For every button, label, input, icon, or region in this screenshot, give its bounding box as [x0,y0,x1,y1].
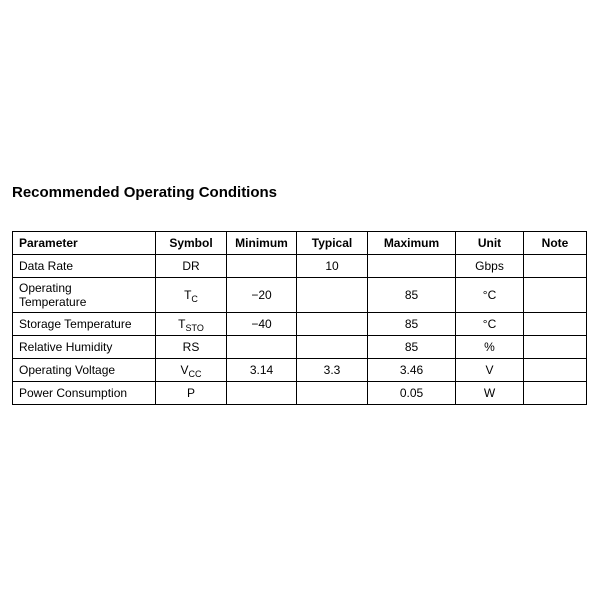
symbol-main: RS [182,340,200,354]
header-parameter: Parameter [13,232,156,255]
cell-symbol [156,336,227,359]
cell-minimum [227,382,297,405]
cell-symbol [156,359,227,382]
parameter-line-1: Operating [19,281,72,295]
cell-symbol [156,278,227,313]
symbol-main: T [184,288,192,302]
cell-unit: % [456,336,524,359]
cell-unit: °C [456,313,524,336]
cell-typical [297,382,368,405]
cell-unit: Gbps [456,255,524,278]
table-row [13,359,587,382]
cell-parameter [13,278,156,313]
cell-typical [297,313,368,336]
symbol-subscript: CC [188,369,202,379]
header-note: Note [524,232,587,255]
cell-parameter: Data Rate [13,255,156,278]
symbol-main: V [180,363,189,377]
cell-minimum: −20 [227,278,297,313]
cell-note [524,255,587,278]
symbol-subscript: STO [185,323,204,333]
cell-typical [297,278,368,313]
cell-maximum: 0.05 [368,382,456,405]
parameter-line-2: Temperature [19,295,87,309]
symbol-main: DR [182,259,200,273]
header-symbol: Symbol [156,232,227,255]
table-row [13,336,587,359]
cell-typical: 3.3 [297,359,368,382]
symbol-subscript: C [191,294,198,304]
cell-symbol [156,313,227,336]
cell-symbol [156,255,227,278]
table-header-row [13,232,587,255]
symbol-main: P [186,386,195,400]
header-unit: Unit [456,232,524,255]
cell-parameter: Storage Temperature [13,313,156,336]
cell-maximum: 3.46 [368,359,456,382]
cell-note [524,313,587,336]
cell-unit: V [456,359,524,382]
cell-minimum [227,336,297,359]
table-row [13,313,587,336]
cell-typical: 10 [297,255,368,278]
cell-note [524,336,587,359]
header-minimum: Minimum [227,232,297,255]
cell-note [524,359,587,382]
table-row [13,382,587,405]
cell-note [524,382,587,405]
operating-conditions-table [12,231,587,405]
table-row [13,278,587,313]
cell-maximum: 85 [368,278,456,313]
cell-maximum [368,255,456,278]
table-row [13,255,587,278]
section-title: Recommended Operating Conditions [12,184,278,201]
header-maximum: Maximum [368,232,456,255]
cell-parameter: Power Consumption [13,382,156,405]
cell-maximum: 85 [368,336,456,359]
cell-parameter: Operating Voltage [13,359,156,382]
cell-minimum: −40 [227,313,297,336]
cell-maximum: 85 [368,313,456,336]
cell-parameter: Relative Humidity [13,336,156,359]
cell-symbol [156,382,227,405]
cell-minimum [227,255,297,278]
cell-unit: W [456,382,524,405]
symbol-main: T [178,317,186,331]
cell-unit: °C [456,278,524,313]
cell-typical [297,336,368,359]
header-typical: Typical [297,232,368,255]
cell-note [524,278,587,313]
cell-minimum: 3.14 [227,359,297,382]
